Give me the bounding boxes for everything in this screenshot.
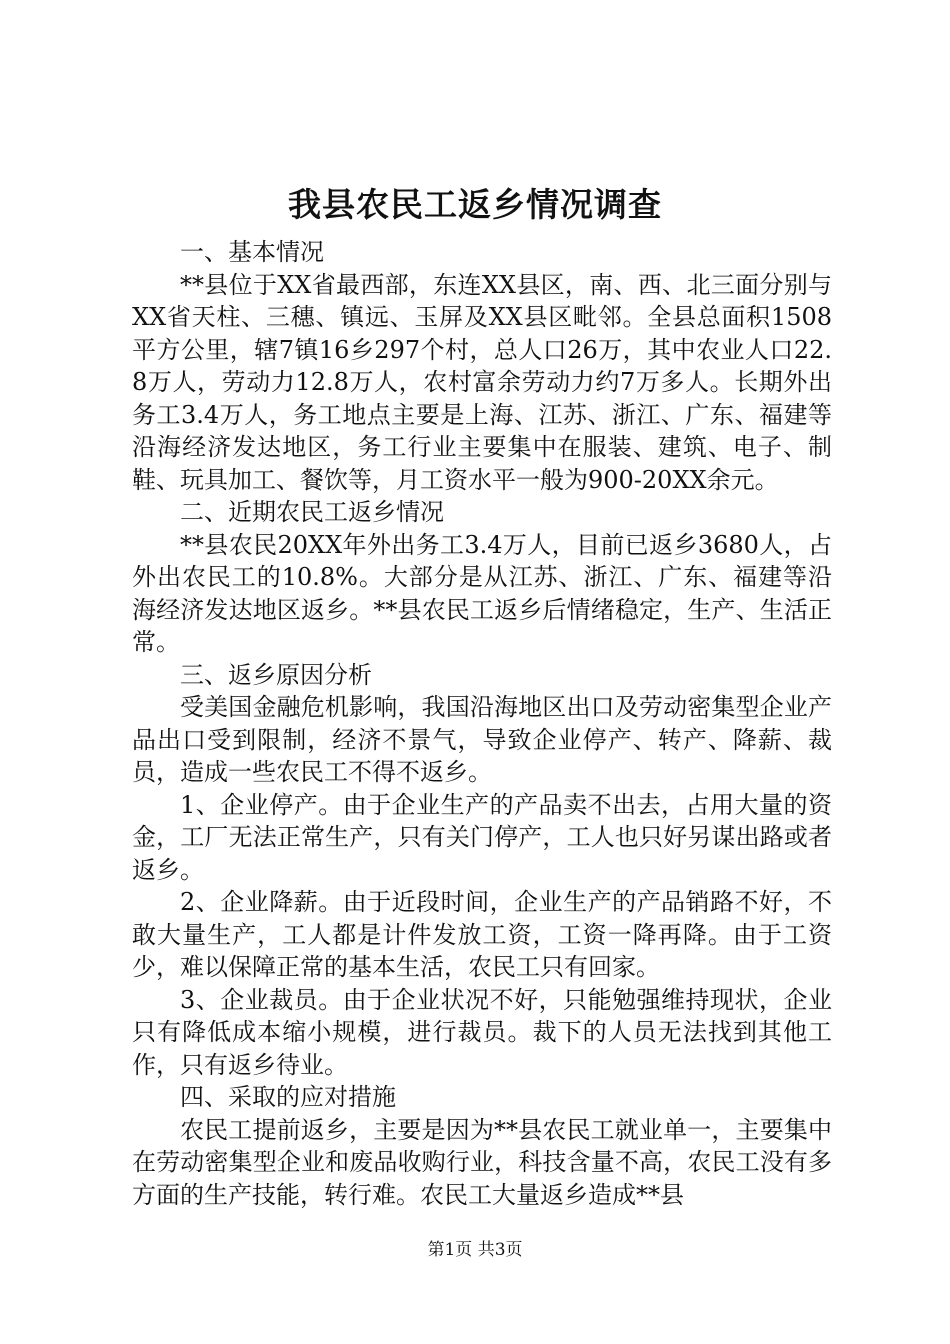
- paragraph: 1、企业停产。由于企业生产的产品卖不出去，占用大量的资金，工厂无法正常生产，只有关门停产，工人也只好另谋出路或者返乡。: [132, 790, 832, 884]
- section-heading: 四、采取的应对措施: [180, 1083, 396, 1111]
- page-footer: 第1页 共3页: [427, 1240, 523, 1260]
- paragraph: 3、企业裁员。由于企业状况不好，只能勉强维持现状，企业只有降低成本缩小规模，进行裁员。裁下的人员无法找到其他工作，只有返乡待业。: [132, 985, 832, 1079]
- section-heading: 一、基本情况: [180, 238, 324, 266]
- paragraph: 农民工提前返乡，主要是因为**县农民工就业单一，主要集中在劳动密集型企业和废品收购行业，科技含量不高，农民工没有多方面的生产技能，转行难。农民工大量返乡造成**县: [132, 1115, 832, 1209]
- paragraph: 2、企业降薪。由于近段时间，企业生产的产品销路不好，不敢大量生产，工人都是计件发放工资，工资一降再降。由于工资少，难以保障正常的基本生活，农民工只有回家。: [132, 888, 832, 981]
- section-heading: 三、返乡原因分析: [180, 660, 372, 689]
- paragraph: **县位于XX省最西部，东连XX县区，南、西、北三面分别与XX省天柱、三穗、镇远、玉屏及XX县区毗邻。全县总面积1508平方公里，辖7镇16乡297个村，总人口26万，其中农业人口22.8万人，劳动力12.8万人，农村富余劳动力约7万多人。长期外出务工3.4万人，务工地点主要是上海、江苏、浙江、广东、福建等沿海经济发达地区，务工行业主要集中在服装、建筑、电子、制鞋、玩具加工、餐饮等，月工资水平一般为900-20XX余元。: [132, 270, 832, 494]
- document-body: [132, 236, 832, 1211]
- paragraph: **县农民20XX年外出务工3.4万人，目前已返乡3680人，占外出农民工的10.8%。大部分是从江苏、浙江、广东、福建等沿海经济发达地区返乡。**县农民工返乡后情绪稳定，生产、生活正常。: [132, 530, 832, 656]
- paragraph: 受美国金融危机影响，我国沿海地区出口及劳动密集型企业产品出口受到限制，经济不景气，导致企业停产、转产、降薪、裁员，造成一些农民工不得不返乡。: [132, 693, 832, 786]
- document-title: 我县农民工返乡情况调查: [288, 185, 662, 224]
- section-heading: 二、近期农民工返乡情况: [180, 498, 444, 526]
